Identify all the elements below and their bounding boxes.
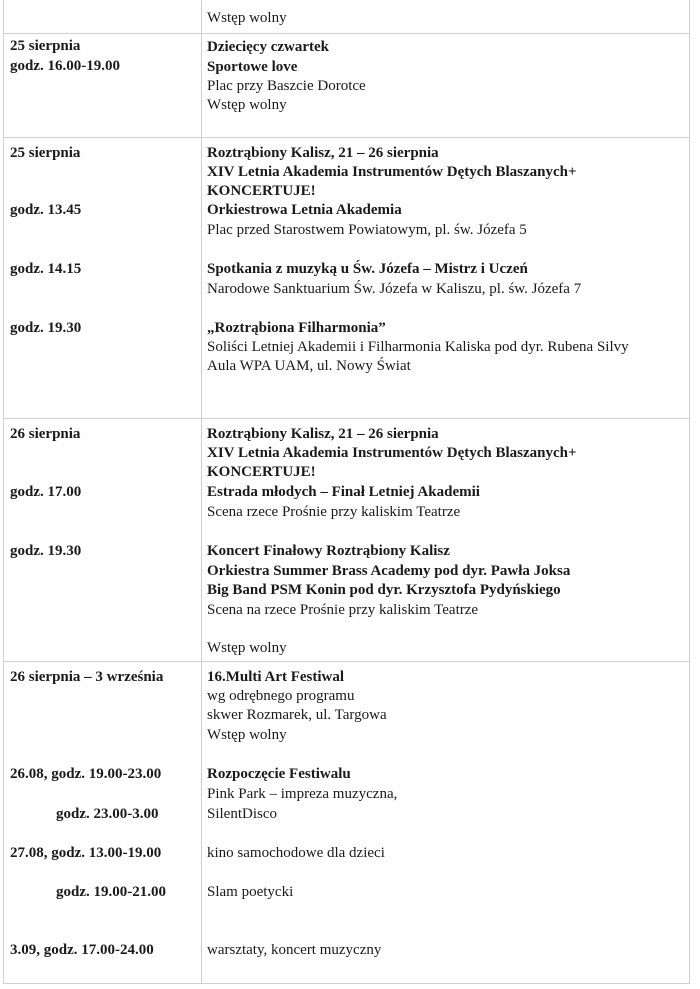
festival-title: Roztrąbiony Kalisz, 21 – 26 sierpnia (207, 145, 439, 161)
festival-title: 16.Multi Art Festiwal (207, 669, 345, 685)
event-description: Slam poetycki (207, 884, 294, 900)
date-label: 25 sierpnia (10, 145, 81, 161)
event-title: „Roztrąbiona Filharmonia” (207, 320, 386, 336)
entry-line: Wstęp wolny (207, 10, 287, 26)
table-row (3, 662, 690, 984)
event-performers: Big Band PSM Konin pod dyr. Krzysztofa Pydyńskiego (207, 582, 561, 598)
table-row (3, 138, 690, 419)
event-venue: skwer Rozmarek, ul. Targowa (207, 707, 387, 723)
table-row (3, 0, 690, 34)
event-title: Rozpoczęcie Festiwalu (207, 766, 351, 782)
column-divider (201, 419, 202, 661)
time-label: 27.08, godz. 13.00-19.00 (10, 845, 162, 861)
event-admission: Wstęp wolny (207, 640, 287, 656)
event-venue: Scena rzece Prośnie przy kaliskim Teatrze (207, 504, 461, 520)
event-description: SilentDisco (207, 806, 277, 822)
table-row (3, 419, 690, 662)
column-divider (201, 34, 202, 137)
table-row (3, 34, 690, 138)
festival-subtitle: KONCERTUJE! (207, 183, 316, 199)
event-title: Spotkania z muzyką u Św. Józefa – Mistrz i Uczeń (207, 261, 528, 277)
event-admission: Wstęp wolny (207, 727, 287, 743)
festival-title: Roztrąbiony Kalisz, 21 – 26 sierpnia (207, 426, 439, 442)
column-divider (201, 662, 202, 983)
time-label: 26.08, godz. 19.00-23.00 (10, 766, 162, 782)
festival-subtitle: XIV Letnia Akademia Instrumentów Dętych Blaszanych+ (207, 445, 577, 461)
event-description: Pink Park – impreza muzyczna, (207, 786, 398, 802)
event-venue: Scena na rzece Prośnie przy kaliskim Teatrze (207, 602, 479, 618)
time-label: 3.09, godz. 17.00-24.00 (10, 942, 154, 958)
event-title: Estrada młodych – Finał Letniej Akademii (207, 484, 480, 500)
column-divider (201, 0, 202, 33)
date-label: 26 sierpnia – 3 września (10, 669, 164, 685)
date-label: 26 sierpnia (10, 426, 81, 442)
festival-subtitle: XIV Letnia Akademia Instrumentów Dętych Blaszanych+ (207, 164, 577, 180)
time-label: godz. 17.00 (10, 484, 82, 500)
event-venue: Plac przed Starostwem Powiatowym, pl. św. Józefa 5 (207, 222, 527, 238)
time-label: godz. 19.30 (10, 320, 82, 336)
event-title: Dziecięcy czwartek (207, 39, 330, 55)
time-label: godz. 13.45 (10, 202, 82, 218)
event-venue: Aula WPA UAM, ul. Nowy Świat (207, 358, 411, 374)
event-performers: Soliści Letniej Akademii i Filharmonia Kaliska pod dyr. Rubena Silvy (207, 339, 629, 355)
event-venue: Narodowe Sanktuarium Św. Józefa w Kaliszu, pl. św. Józefa 7 (207, 281, 582, 297)
event-description: kino samochodowe dla dzieci (207, 845, 385, 861)
event-title: Orkiestrowa Letnia Akademia (207, 202, 402, 218)
event-note: wg odrębnego programu (207, 688, 355, 704)
time-label: godz. 14.15 (10, 261, 82, 277)
time-label: godz. 19.30 (10, 543, 82, 559)
date-label: 25 sierpnia (10, 38, 81, 54)
festival-subtitle: KONCERTUJE! (207, 464, 316, 480)
event-venue: Plac przy Baszcie Dorotce (207, 78, 366, 94)
time-label: godz. 23.00-3.00 (56, 806, 159, 822)
event-performers: Orkiestra Summer Brass Academy pod dyr. Pawła Joksa (207, 563, 571, 579)
event-subtitle: Sportowe love (207, 59, 298, 75)
event-title: Koncert Finałowy Roztrąbiony Kalisz (207, 543, 450, 559)
time-label: godz. 16.00-19.00 (10, 58, 120, 74)
event-admission: Wstęp wolny (207, 97, 287, 113)
column-divider (201, 138, 202, 418)
event-description: warsztaty, koncert muzyczny (207, 942, 382, 958)
time-label: godz. 19.00-21.00 (56, 884, 166, 900)
